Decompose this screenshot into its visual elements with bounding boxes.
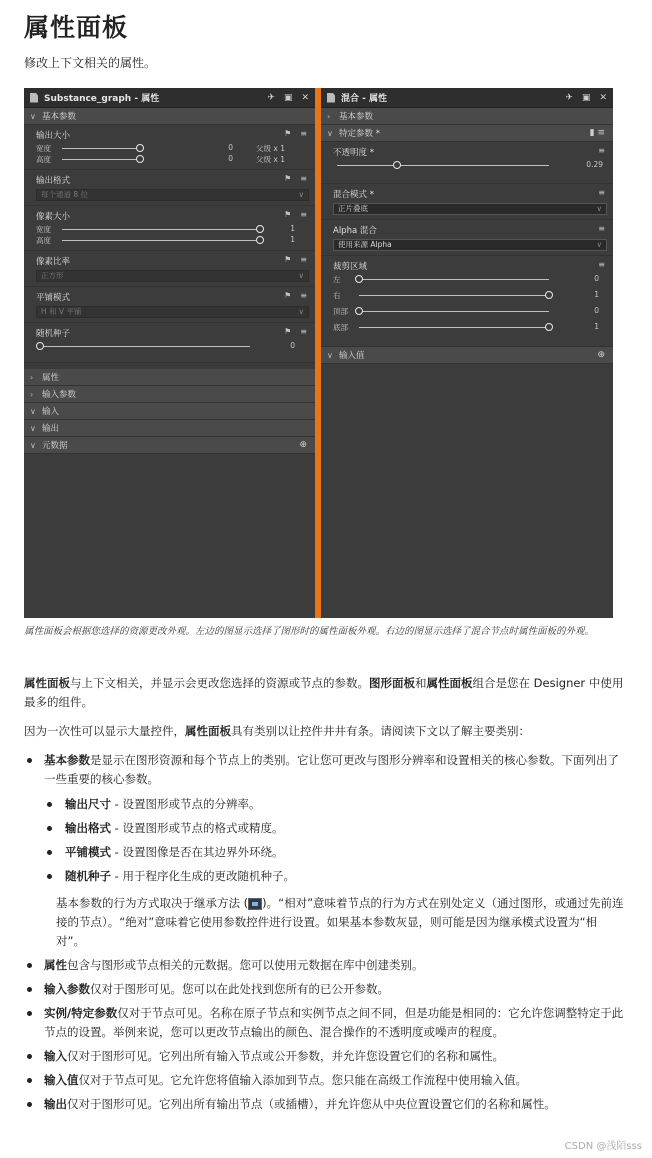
panel-title: 混合 - 属性 bbox=[341, 94, 388, 104]
section-basic-params[interactable]: ∨ 基本参数 bbox=[24, 108, 315, 125]
opacity-group: 不透明度 * ≡ 0.29 bbox=[321, 142, 613, 184]
crop-right-row: 右 1 bbox=[333, 290, 599, 300]
close-icon[interactable]: ✕ bbox=[301, 92, 309, 103]
list-item: 输入参数仅对于图形可见。您可以在此处找到您所有的已公开参数。 bbox=[24, 980, 624, 999]
slider-knob[interactable] bbox=[545, 323, 553, 331]
chevron-right-icon: › bbox=[30, 389, 34, 399]
seed-slider-row: 0 bbox=[36, 341, 309, 352]
section-input-params[interactable]: › 输入参数 bbox=[24, 386, 315, 403]
float-icon[interactable]: ▣ bbox=[581, 92, 591, 103]
page-title: 属性面板 bbox=[24, 13, 129, 42]
section-inputs[interactable]: ∨ 输入 bbox=[24, 403, 315, 420]
slider-track bbox=[62, 148, 140, 149]
float-icon[interactable]: ▣ bbox=[283, 92, 293, 103]
height-slider-row: 高度 0 父级 x 1 bbox=[36, 154, 285, 164]
slider-track bbox=[40, 346, 250, 347]
preset-icon: ▮ ≡ bbox=[589, 128, 605, 138]
slider-track bbox=[62, 159, 140, 160]
section-basic-params[interactable]: › 基本参数 bbox=[321, 108, 613, 125]
page-subtitle: 修改上下文相关的属性。 bbox=[24, 56, 157, 70]
chevron-down-icon: ∨ bbox=[298, 190, 304, 199]
output-size-group: 输出大小 ⚑ ≡ 宽度 0 父级 x 1 高度 0 父级 x 1 bbox=[24, 125, 315, 170]
inherit-icon[interactable]: ⚑ bbox=[284, 255, 292, 264]
article-body bbox=[24, 674, 624, 1119]
slider-track bbox=[359, 327, 549, 328]
crop-top-row: 顶部 0 bbox=[333, 306, 599, 316]
chevron-down-icon: ∨ bbox=[30, 440, 36, 450]
chevron-down-icon: ∨ bbox=[30, 111, 36, 121]
list-item: 输出格式 - 设置图形或节点的格式或精度。 bbox=[44, 819, 624, 838]
chevron-down-icon: ∨ bbox=[30, 406, 36, 416]
chevron-right-icon: › bbox=[327, 111, 331, 121]
alpha-blend-select[interactable]: 使用来源 Alpha ∨ bbox=[333, 239, 607, 251]
slider-knob[interactable] bbox=[256, 236, 264, 244]
width-slider-row: 宽度 1 bbox=[36, 224, 295, 234]
slider-track bbox=[62, 240, 260, 241]
list-item: 属性包含与图形或节点相关的元数据。您可以使用元数据在库中创建类别。 bbox=[24, 956, 624, 975]
menu-icon[interactable]: ≡ bbox=[300, 174, 307, 183]
tiling-select[interactable]: H 和 V 平铺 ∨ bbox=[36, 306, 309, 318]
slider-knob[interactable] bbox=[136, 144, 144, 152]
figure-caption: 属性面板会根据您选择的资源更改外观。左边的图显示选择了图形时的属性面板外观。右边的图显示选择了混合节点时属性面板的外观。 bbox=[24, 626, 595, 637]
inherit-icon[interactable]: ⚑ bbox=[284, 327, 292, 336]
slider-knob[interactable] bbox=[393, 161, 401, 169]
blend-mode-group: 混合模式 * ≡ 正片叠底 ∨ bbox=[321, 184, 613, 220]
sub-list bbox=[44, 795, 624, 886]
section-metadata[interactable]: ∨ 元数据 ⊕ bbox=[24, 437, 315, 454]
pixel-size-group: 像素大小 ⚑ ≡ 宽度 1 高度 1 bbox=[24, 206, 315, 251]
slider-knob[interactable] bbox=[355, 307, 363, 315]
properties-screenshot bbox=[24, 88, 613, 618]
tiling-group: 平铺模式 ⚑ ≡ H 和 V 平铺 ∨ bbox=[24, 287, 315, 323]
slider-track bbox=[359, 279, 549, 280]
paragraph: 因为一次性可以显示大量控件，属性面板具有类别以让控件井井有条。请阅读下文以了解主要类别： bbox=[24, 724, 530, 738]
list-item: 输出尺寸 - 设置图形或节点的分辨率。 bbox=[44, 795, 624, 814]
category-list bbox=[24, 751, 624, 1114]
menu-icon[interactable]: ≡ bbox=[598, 188, 605, 197]
list-item: 输入仅对于图形可见。它列出所有输入节点或公开参数，并允许您设置它们的名称和属性。 bbox=[24, 1047, 624, 1066]
section-attributes[interactable]: › 属性 bbox=[24, 369, 315, 386]
watermark: CSDN @浅陌sss bbox=[564, 1141, 642, 1152]
list-item: 输入值仅对于节点可见。它允许您将值输入添加到节点。您只能在高级工作流程中使用输入值。 bbox=[24, 1071, 624, 1090]
opacity-slider-row: 0.29 bbox=[333, 160, 607, 171]
section-input-values[interactable]: ∨ 输入值 ⊕ bbox=[321, 347, 613, 364]
document-icon bbox=[30, 93, 38, 103]
inheritance-note: 基本参数的行为方式取决于继承方法 ( )。“相对”意味着节点的行为方式在别处定义（通过图形，或通过先前连接的节点）。“绝对”意味着它使用参数控件进行设置。如果基本参数灰显，则可能是因为继承模式设置为“相对”。 bbox=[56, 896, 624, 948]
slider-track bbox=[359, 295, 549, 296]
seed-group: 随机种子 ⚑ ≡ 0 bbox=[24, 323, 315, 363]
chevron-right-icon: › bbox=[30, 372, 34, 382]
slider-track bbox=[337, 165, 549, 166]
blend-properties-panel bbox=[321, 88, 613, 618]
height-slider-row: 高度 1 bbox=[36, 235, 295, 245]
inheritance-icon bbox=[248, 898, 262, 910]
pixel-ratio-group: 像素比率 ⚑ ≡ 正方形 ∨ bbox=[24, 251, 315, 287]
inherit-icon[interactable]: ⚑ bbox=[284, 291, 292, 300]
crop-bottom-row: 底部 1 bbox=[333, 322, 599, 332]
crop-left-row: 左 0 bbox=[333, 274, 599, 284]
menu-icon[interactable]: ≡ bbox=[300, 291, 307, 300]
add-icon: ⊕ bbox=[299, 440, 307, 450]
list-item: 基本参数是显示在图形资源和每个节点上的类别。它让您可更改与图形分辨率和设置相关的核心参数。下面列出了一些重要的核心参数。 输出尺寸 - 设置图形或节点的分辨率。 输出格式 - 设置图形或节点的格式或精度。 平铺模式 - 设置图像是否在其边界外环绕。 随机种子 - 用于程序化生成的更改随机种子。 基本参数的行为方式取决于继承方法 ( )。“相对”意味着节点的行为方式在别处定义（通过图形，或通过先前连接的节点）。“绝对”意味着它使用参数控件进行设置。如果基本参数灰显，则可能是因为继承模式设置为“相对”。 bbox=[24, 751, 624, 951]
chevron-down-icon: ∨ bbox=[327, 350, 333, 360]
chevron-down-icon: ∨ bbox=[596, 204, 602, 213]
menu-icon[interactable]: ≡ bbox=[300, 327, 307, 336]
pin-icon[interactable]: ✈ bbox=[565, 92, 573, 103]
crop-area-group: 裁剪区域 ≡ 左 0 右 1 顶部 0 底部 1 bbox=[321, 256, 613, 347]
inherit-icon[interactable]: ⚑ bbox=[284, 129, 292, 138]
paragraph: 属性面板与上下文相关，并显示会更改您选择的资源或节点的参数。图形面板和属性面板组合是您在 Designer 中使用最多的组件。 bbox=[24, 676, 624, 709]
menu-icon[interactable]: ≡ bbox=[598, 224, 605, 233]
menu-icon[interactable]: ≡ bbox=[598, 260, 605, 269]
panel-title-bar bbox=[321, 88, 613, 108]
menu-icon[interactable]: ≡ bbox=[598, 146, 605, 155]
menu-icon[interactable]: ≡ bbox=[300, 210, 307, 219]
slider-knob[interactable] bbox=[355, 275, 363, 283]
slider-track bbox=[359, 311, 549, 312]
list-item: 实例/特定参数仅对于节点可见。名称在原子节点和实例节点之间不同，但是功能是相同的：它允许您调整特定于此节点的设置。举例来说，您可以更改节点输出的颜色、混合操作的不透明度或噪声的程度。 bbox=[24, 1004, 624, 1042]
output-format-group: 输出格式 ⚑ ≡ 每个通道 8 位 ∨ bbox=[24, 170, 315, 206]
chevron-down-icon: ∨ bbox=[30, 423, 36, 433]
slider-knob[interactable] bbox=[36, 342, 44, 350]
add-icon: ⊕ bbox=[597, 350, 605, 360]
graph-properties-panel bbox=[24, 88, 315, 618]
chevron-down-icon: ∨ bbox=[298, 271, 304, 280]
output-format-select[interactable]: 每个通道 8 位 ∨ bbox=[36, 189, 309, 201]
chevron-down-icon: ∨ bbox=[298, 307, 304, 316]
pin-icon[interactable]: ✈ bbox=[267, 92, 275, 103]
section-specific-params[interactable]: ∨ 特定参数 * ▮ ≡ bbox=[321, 125, 613, 142]
pixel-ratio-select[interactable]: 正方形 ∨ bbox=[36, 270, 309, 282]
menu-icon[interactable]: ≡ bbox=[300, 255, 307, 264]
blend-mode-select[interactable]: 正片叠底 ∨ bbox=[333, 203, 607, 215]
section-outputs[interactable]: ∨ 输出 bbox=[24, 420, 315, 437]
alpha-blend-group: Alpha 混合 ≡ 使用来源 Alpha ∨ bbox=[321, 220, 613, 256]
chevron-down-icon: ∨ bbox=[596, 240, 602, 249]
list-item: 输出仅对于图形可见。它列出所有输出节点（或插槽），并允许您从中央位置设置它们的名称和属性。 bbox=[24, 1095, 624, 1114]
slider-knob[interactable] bbox=[256, 225, 264, 233]
close-icon[interactable]: ✕ bbox=[599, 92, 607, 103]
inherit-icon[interactable]: ⚑ bbox=[284, 210, 292, 219]
inherit-icon[interactable]: ⚑ bbox=[284, 174, 292, 183]
document-icon bbox=[327, 93, 335, 103]
chevron-down-icon: ∨ bbox=[327, 128, 333, 138]
slider-track bbox=[62, 229, 260, 230]
menu-icon[interactable]: ≡ bbox=[300, 129, 307, 138]
slider-knob[interactable] bbox=[136, 155, 144, 163]
list-item: 随机种子 - 用于程序化生成的更改随机种子。 bbox=[44, 867, 624, 886]
panel-title: Substance_graph - 属性 bbox=[44, 94, 160, 104]
width-slider-row: 宽度 0 父级 x 1 bbox=[36, 143, 285, 153]
list-item: 平铺模式 - 设置图像是否在其边界外环绕。 bbox=[44, 843, 624, 862]
slider-knob[interactable] bbox=[545, 291, 553, 299]
panel-title-bar bbox=[24, 88, 315, 108]
